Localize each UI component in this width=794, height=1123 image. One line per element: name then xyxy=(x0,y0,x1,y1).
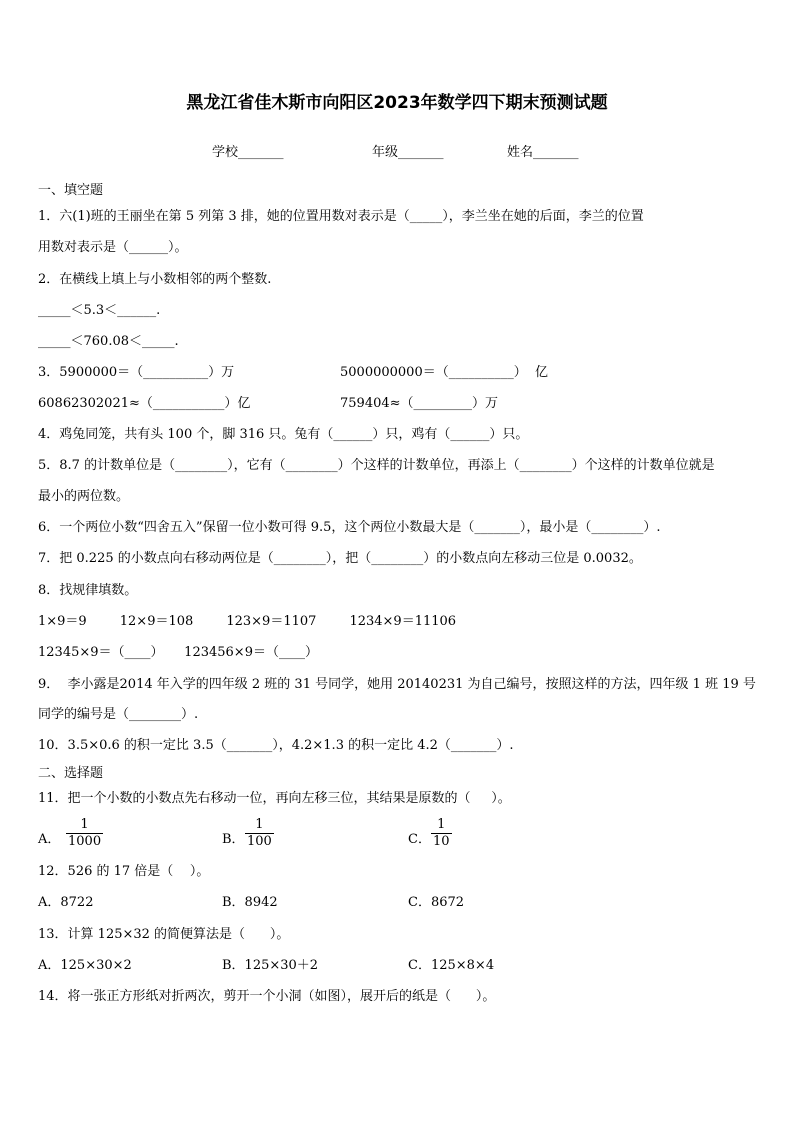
question-4: 4．鸡兔同笼，共有头 100 个，脚 316 只。兔有（______）只，鸡有（______）只。 xyxy=(38,427,529,442)
question-10: 10．3.5×0.6 的积一定比 3.5（_______），4.2×1.3 的积一定比 4.2（_______）. xyxy=(38,738,514,753)
fraction-denominator: 1000 xyxy=(68,834,102,849)
fraction-numerator: 1 xyxy=(255,817,264,832)
question-12: 12．526 的 17 倍是（ ）。 xyxy=(38,864,210,879)
question-6: 6．一个两位小数“四舍五入”保留一位小数可得 9.5，这个两位小数最大是（_______），最小是（________）. xyxy=(38,520,661,535)
q13-option-c: C．125×8×4 xyxy=(408,958,495,973)
q13-option-b: B．125×30＋2 xyxy=(222,958,319,973)
question-8-pattern: 1×9＝9 12×9＝108 123×9＝1107 1234×9＝11106 xyxy=(38,614,457,629)
fraction-numerator: 1 xyxy=(80,817,89,832)
page-title: 黑龙江省佳木斯市向阳区2023年数学四下期末预测试题 xyxy=(186,93,608,113)
q12-option-a: A．8722 xyxy=(38,895,94,910)
question-2: 2．在横线上填上与小数相邻的两个整数. xyxy=(38,272,272,287)
fraction-denominator: 100 xyxy=(247,834,272,849)
q11-option-b-label: B． xyxy=(222,832,245,847)
section-heading-choice: 二、选择题 xyxy=(38,766,104,781)
question-2-blank-a: _____＜5.3＜______. xyxy=(38,303,161,318)
name-field-label: 姓名_______ xyxy=(507,145,579,160)
question-14: 14．将一张正方形纸对折两次，剪开一个小洞（如图），展开后的纸是（ ）。 xyxy=(38,989,496,1004)
grade-field-label: 年级_______ xyxy=(372,145,444,160)
q11-option-a-label: A． xyxy=(38,832,61,847)
q12-option-b: B．8942 xyxy=(222,895,278,910)
question-9-line-1: 9． 李小露是2014 年入学的四年级 2 班的 31 号同学，她用 20140231 为自己编号，按照这样的方法，四年级 1 班 19 号 xyxy=(38,677,756,692)
q13-option-a: A．125×30×2 xyxy=(38,958,132,973)
question-1-line-1: 1．六(1)班的王丽坐在第 5 列第 3 排，她的位置用数对表示是（_____），李兰坐在她的后面，李兰的位置 xyxy=(38,209,644,224)
question-5-line-1: 5．8.7 的计数单位是（________），它有（________）个这样的计数单位，再添上（________）个这样的计数单位就是 xyxy=(38,458,715,473)
question-1-line-2: 用数对表示是（______）。 xyxy=(38,240,188,255)
q11-option-c-fraction xyxy=(431,817,452,850)
question-5-line-2: 最小的两位数。 xyxy=(38,489,130,504)
section-heading-fill-in: 一、填空题 xyxy=(38,183,104,198)
question-3-b-right: 759404≈（_________）万 xyxy=(340,396,499,411)
question-9-line-2: 同学的编号是（________）. xyxy=(38,707,199,722)
q11-option-a-fraction xyxy=(66,817,103,850)
question-8-blanks: 12345×9＝（____） 123456×9＝（____） xyxy=(38,645,318,660)
q11-option-b-fraction xyxy=(245,817,274,850)
question-13: 13．计算 125×32 的简便算法是（ ）。 xyxy=(38,927,290,942)
question-3-a-left: 3．5900000＝（__________）万 xyxy=(38,365,235,380)
question-2-blank-b: _____＜760.08＜_____. xyxy=(38,334,179,349)
question-3-b-left: 60862302021≈（___________）亿 xyxy=(38,396,251,411)
question-3-a-right: 5000000000＝（__________） 亿 xyxy=(340,365,548,380)
school-field-label: 学校_______ xyxy=(212,145,284,160)
question-7: 7．把 0.225 的小数点向右移动两位是（________），把（________）的小数点向左移动三位是 0.0032。 xyxy=(38,551,642,566)
question-11: 11．把一个小数的小数点先右移动一位，再向左移三位，其结果是原数的（ ）。 xyxy=(38,791,511,806)
q12-option-c: C．8672 xyxy=(408,895,465,910)
fraction-numerator: 1 xyxy=(437,817,446,832)
q11-option-c-label: C． xyxy=(408,832,431,847)
fraction-denominator: 10 xyxy=(433,834,450,849)
question-8: 8．找规律填数。 xyxy=(38,583,138,598)
